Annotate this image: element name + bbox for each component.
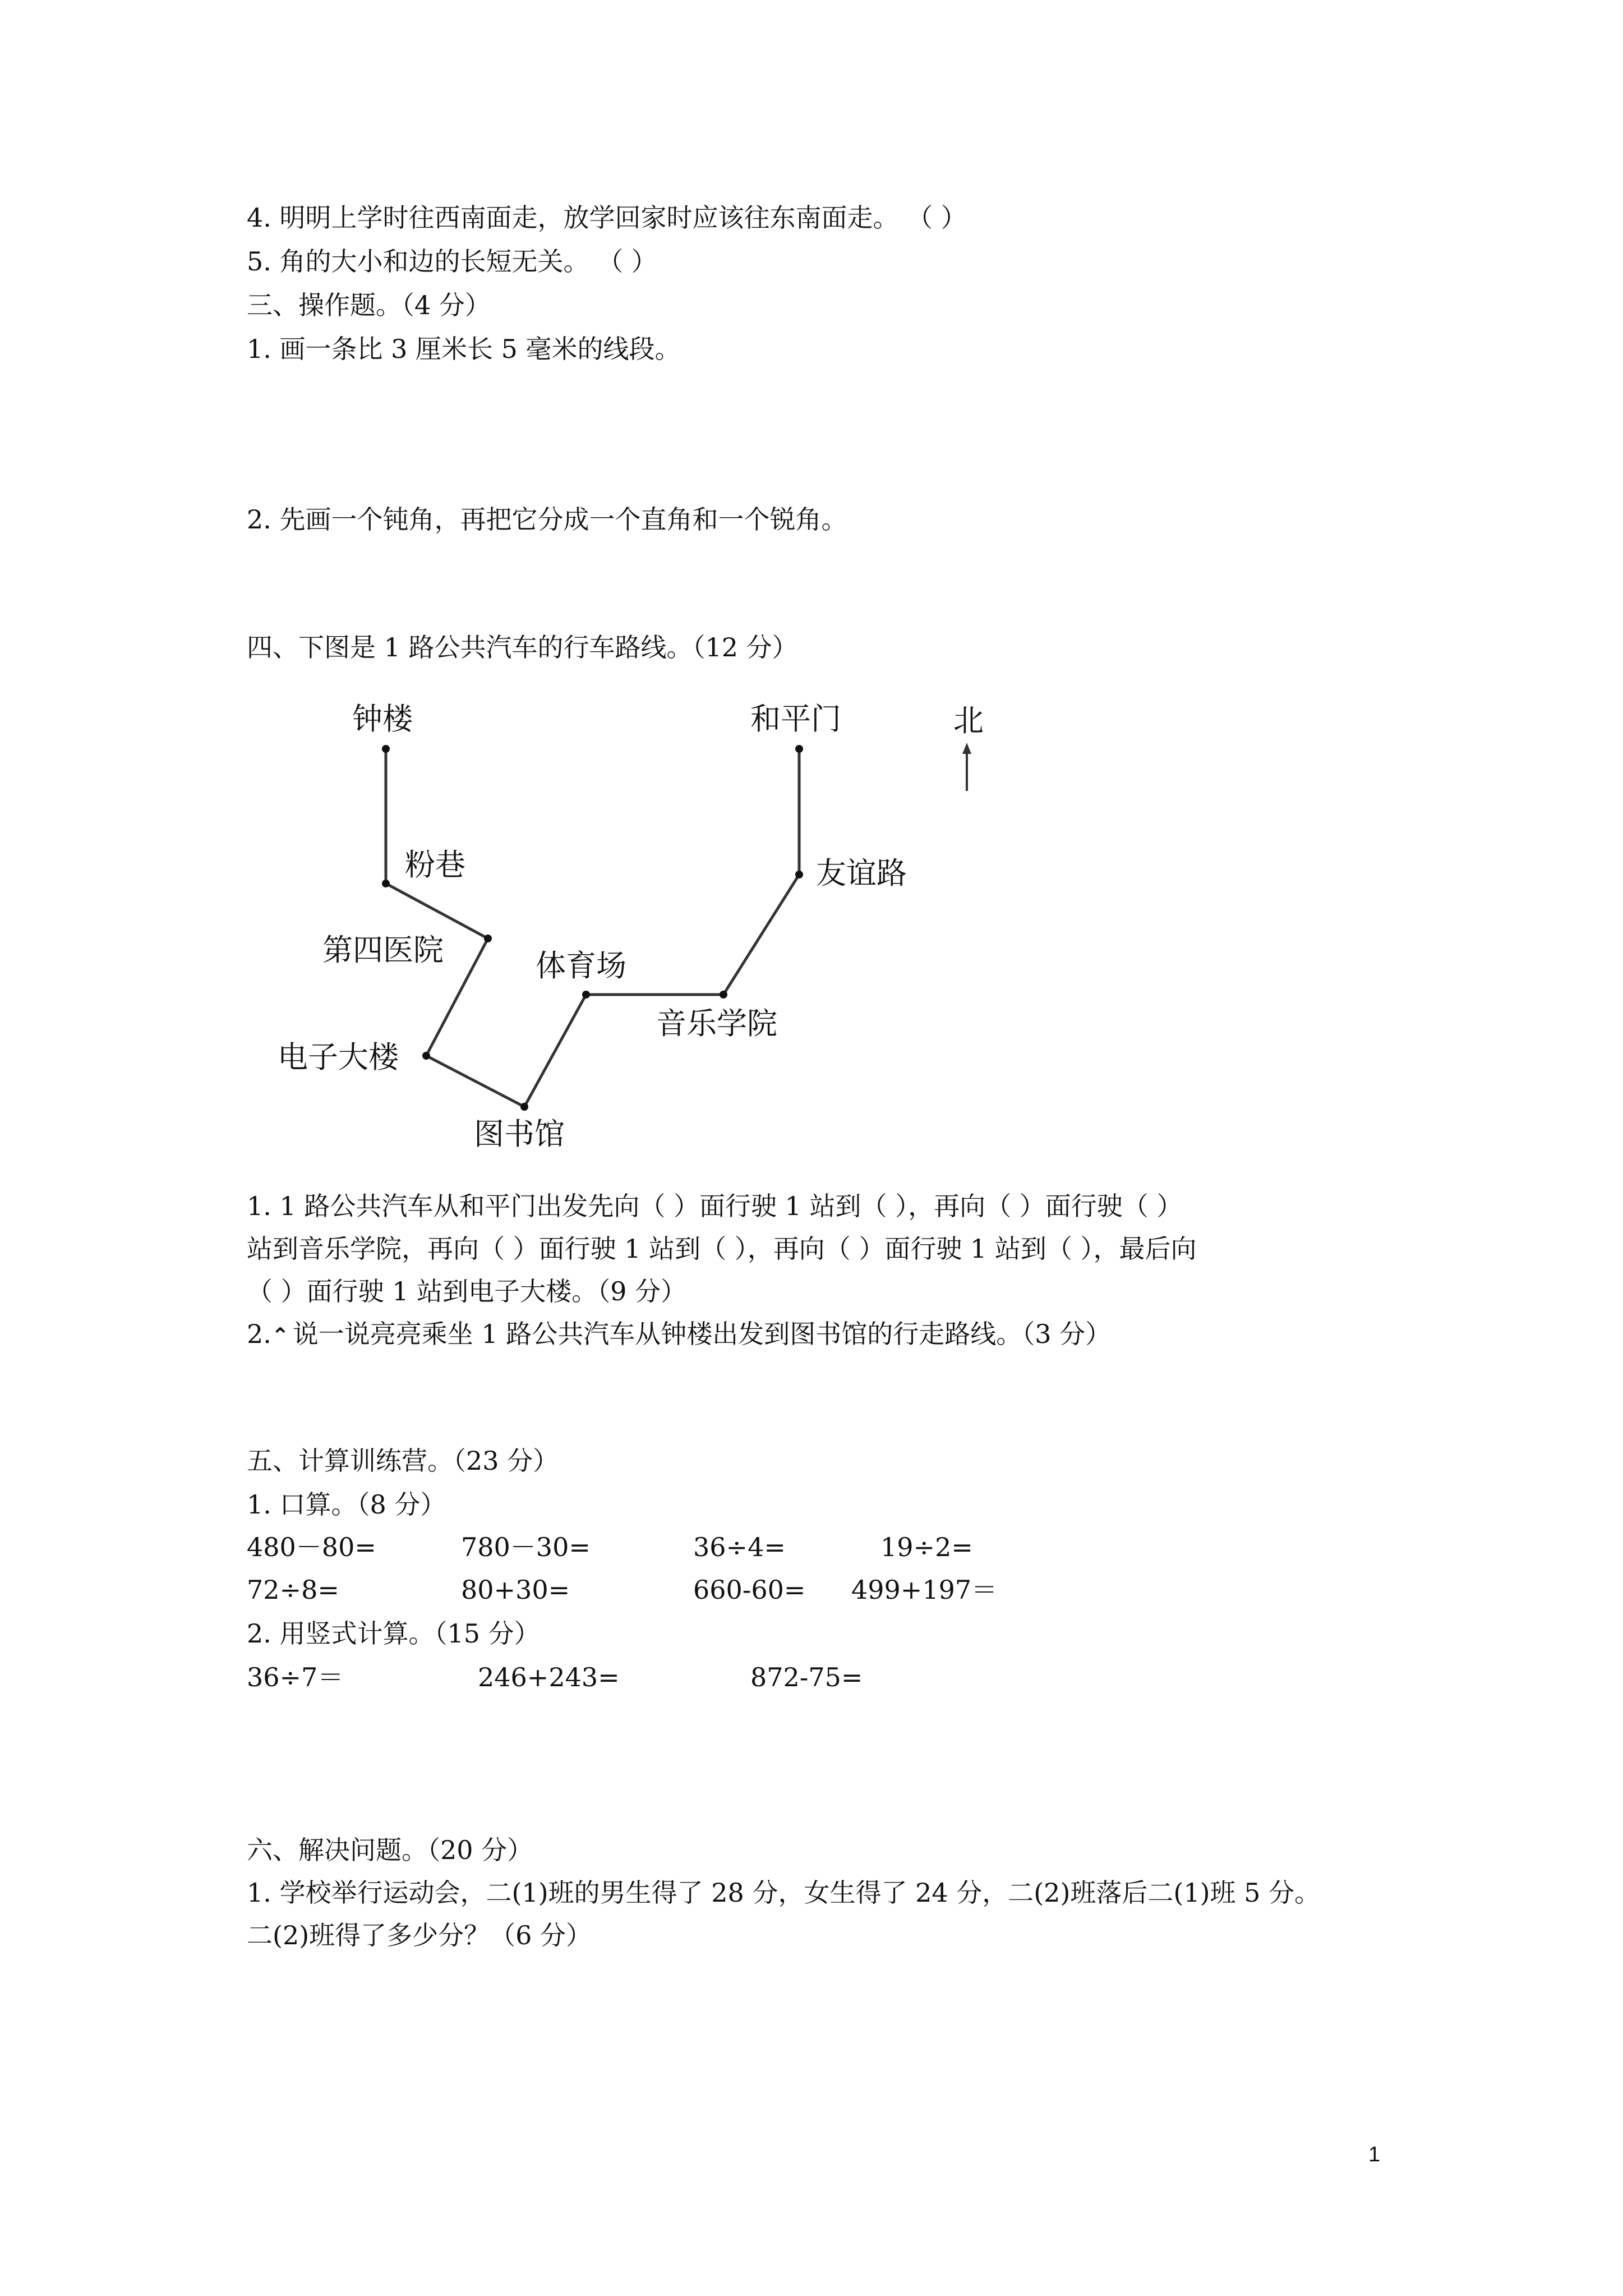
section4-q2 xyxy=(247,1317,1111,1352)
stop-dot-tiyuchang xyxy=(582,991,590,999)
north-arrow-icon xyxy=(962,743,971,754)
caret-up-icon: ⌃ xyxy=(271,1323,289,1348)
section4-q2-text: 说一说亮亮乘坐 1 路公共汽车从钟楼出发到图书馆的行走路线。（3 分） xyxy=(292,1319,1112,1349)
section3-title: 三、操作题。（4 分） xyxy=(247,290,491,320)
route-line xyxy=(386,749,799,1107)
section4-title: 四、下图是 1 路公共汽车的行车路线。（12 分） xyxy=(247,632,798,662)
section6-title: 六、解决问题。（20 分） xyxy=(247,1835,533,1865)
stop-label-zhonglou: 钟楼 xyxy=(352,701,413,737)
section4-q1-line3: （ ）面行驶 1 站到电子大楼。（9 分） xyxy=(247,1276,687,1306)
section4-q1-line1: 1. 1 路公共汽车从和平门出发先向（ ）面行驶 1 站到（ ），再向（ ）面行驶（ ） xyxy=(247,1191,1183,1221)
section5-title: 五、计算训练营。（23 分） xyxy=(247,1446,559,1476)
oral-calc-title: 1. 口算。（8 分） xyxy=(247,1489,446,1520)
vertical-calc-item: 36÷7＝ xyxy=(247,1662,344,1692)
stop-label-tushuguan: 图书馆 xyxy=(474,1116,565,1152)
section4-q2-number: 2. xyxy=(247,1319,271,1349)
oral-calc-item: 780－30= xyxy=(461,1532,591,1562)
stop-dot-dianzidalou xyxy=(422,1052,430,1060)
stop-label-youyilu: 友谊路 xyxy=(816,855,907,891)
stop-dot-disiyiyuan xyxy=(484,935,492,942)
section6-q1-line1: 1. 学校举行运动会，二(1)班的男生得了 28 分，女生得了 24 分，二(2)班落后二(1)班 5 分。 xyxy=(247,1878,1321,1908)
stop-label-fenxiang: 粉巷 xyxy=(405,847,465,882)
vertical-calc-title: 2. 用竖式计算。（15 分） xyxy=(247,1618,540,1649)
oral-calc-item: 80+30= xyxy=(461,1575,570,1605)
stop-label-yinyuexueyuan: 音乐学院 xyxy=(656,1006,777,1041)
page-number: 1 xyxy=(1368,2143,1381,2166)
stop-label-dianzidalou: 电子大楼 xyxy=(278,1039,399,1075)
oral-calc-item: 36÷4= xyxy=(693,1532,786,1562)
stop-dot-hepingmen xyxy=(795,745,803,753)
stop-dot-fenxiang xyxy=(382,880,390,887)
stop-dot-zhonglou xyxy=(382,745,390,753)
oral-calc-item: 480－80= xyxy=(247,1532,376,1562)
oral-calc-item: 499+197＝ xyxy=(851,1575,998,1605)
section4-q1-line2: 站到音乐学院，再向（ ）面行驶 1 站到（ ），再向（ ）面行驶 1 站到（ ），最后向 xyxy=(247,1234,1197,1264)
stop-dot-yinyuexueyuan xyxy=(720,991,727,999)
section3-q2: 2. 先画一个钝角，再把它分成一个直角和一个锐角。 xyxy=(247,504,847,535)
stop-label-hepingmen: 和平门 xyxy=(750,701,841,737)
judge-q5: 5. 角的大小和边的长短无关。 （ ） xyxy=(247,246,657,277)
vertical-calc-item: 246+243= xyxy=(478,1662,620,1692)
stop-dot-tushuguan xyxy=(520,1103,528,1111)
oral-calc-item: 19÷2= xyxy=(880,1532,973,1562)
stop-dot-youyilu xyxy=(795,871,803,878)
north-label: 北 xyxy=(953,703,984,738)
section3-q1: 1. 画一条比 3 厘米长 5 毫米的线段。 xyxy=(247,334,681,364)
oral-calc-item: 660-60= xyxy=(693,1575,806,1605)
judge-q4: 4. 明明上学时往西南面走，放学回家时应该往东南面走。 （ ） xyxy=(247,203,967,233)
vertical-calc-item: 872-75= xyxy=(750,1662,863,1692)
stop-label-tiyuchang: 体育场 xyxy=(536,948,626,983)
section6-q1-line2: 二(2)班得了多少分？（6 分） xyxy=(247,1920,592,1950)
stop-label-disiyiyuan: 第四医院 xyxy=(322,932,444,968)
oral-calc-item: 72÷8= xyxy=(247,1575,339,1605)
